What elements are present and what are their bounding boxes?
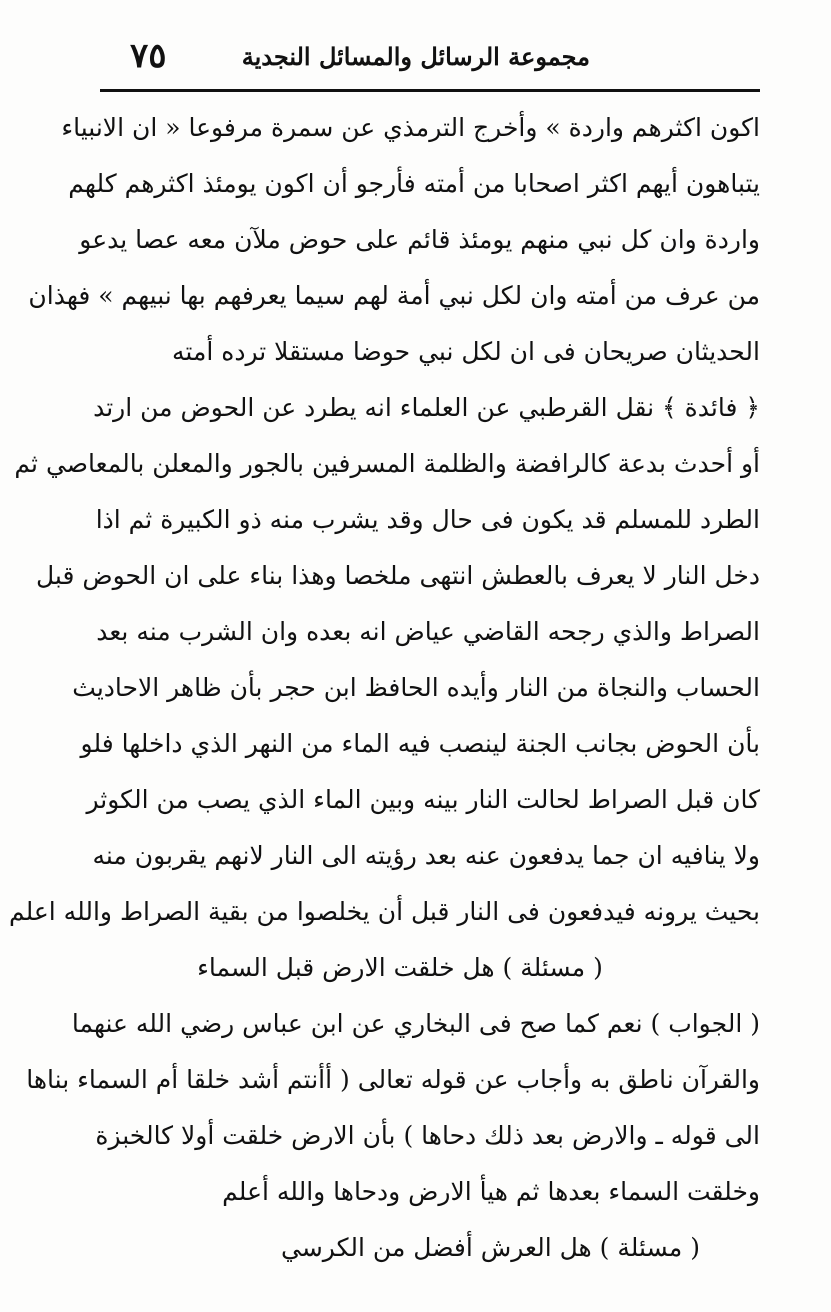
page-number: ٧٥ [130,36,167,76]
text-line: الحديثان صريحان فى ان لكل نبي حوضا مستقلا ترده أمته [172,337,760,366]
text-line: كان قبل الصراط لحالت النار بينه وبين الماء الذي يصب من الكوثر [86,785,760,814]
text-line: وخلقت السماء بعدها ثم هيأ الارض ودحاها والله أعلم [222,1177,760,1206]
text-line: الحساب والنجاة من النار وأيده الحافظ ابن حجر بأن ظاهر الاحاديث [72,673,760,702]
question-heading: ( مسئلة ) هل العرش أفضل من الكرسي [281,1233,700,1262]
page-header [100,30,760,90]
text-line: أو أحدث بدعة كالرافضة والظلمة المسرفين بالجور والمعلن بالمعاصي ثم [14,449,760,478]
text-line: بأن الحوض بجانب الجنة لينصب فيه الماء من النهر الذي داخلها فلو [80,729,760,758]
running-title: مجموعة الرسائل والمسائل النجدية [241,42,590,71]
body-text [8,100,760,1276]
text-line: الطرد للمسلم قد يكون فى حال وقد يشرب منه ذو الكبيرة ثم اذا [95,505,760,534]
text-line: والقرآن ناطق به وأجاب عن قوله تعالى ( أأنتم أشد خلقا أم السماء بناها [26,1065,760,1094]
text-line: دخل النار لا يعرف بالعطش انتهى ملخصا وهذا بناء على ان الحوض قبل [35,561,760,590]
header-rule [100,89,760,92]
text-line: ﴿ فائدة ﴾ نقل القرطبي عن العلماء انه يطرد عن الحوض من ارتد [93,393,760,422]
text-line: ولا ينافيه ان جما يدفعون عنه بعد رؤيته الى النار لانهم يقربون منه [92,841,760,870]
question-heading: ( مسئلة ) هل خلقت الارض قبل السماء [197,953,603,982]
text-line: من عرف من أمته وان لكل نبي أمة لهم سيما يعرفهم بها نبيهم » فهذان [28,281,760,310]
text-line: بحيث يرونه فيدفعون فى النار قبل أن يخلصوا من بقية الصراط والله اعلم [8,897,760,926]
text-line: الصراط والذي رجحه القاضي عياض انه بعده وان الشرب منه بعد [96,617,760,646]
text-line: واردة وان كل نبي منهم يومئذ قائم على حوض ملآن معه عصا يدعو [79,225,760,254]
text-line: يتباهون أيهم اكثر اصحابا من أمته فأرجو أن اكون يومئذ اكثرهم كلهم [68,169,760,198]
text-line: ( الجواب ) نعم كما صح فى البخاري عن ابن عباس رضي الله عنهما [71,1009,760,1038]
text-line: اكون اكثرهم واردة » وأخرج الترمذي عن سمرة مرفوعا « ان الانبياء [61,113,760,142]
text-line: الى قوله ـ والارض بعد ذلك دحاها ) بأن الارض خلقت أولا كالخبزة [95,1121,760,1150]
